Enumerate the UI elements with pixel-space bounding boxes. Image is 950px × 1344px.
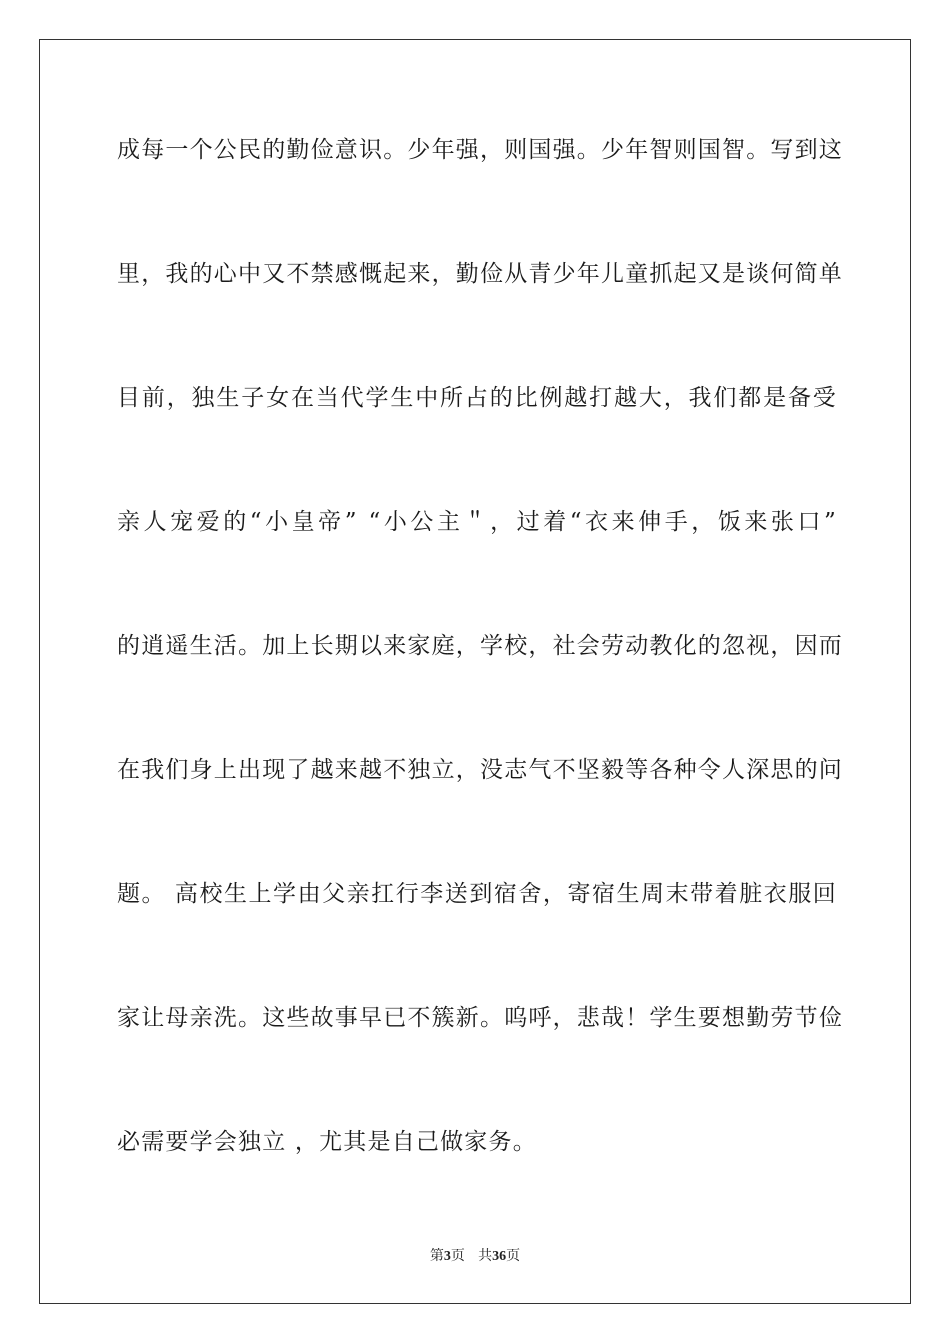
total-suffix: 页 <box>506 1248 521 1264</box>
page-footer <box>0 1246 950 1267</box>
text-line-7: 题。 高校生上学由父亲扛行李送到宿舍，寄宿生周末带着脏衣服回 <box>117 881 837 907</box>
text-line-3: 目前，独生子女在当代学生中所占的比例越打越大，我们都是备受 <box>117 385 837 411</box>
page-prefix: 第 <box>429 1248 444 1264</box>
page-number: 3 <box>443 1249 451 1264</box>
text-line-4: 亲人宠爱的“小皇帝” “小公主＂，过着“衣来伸手，饭来张口” <box>117 509 837 535</box>
total-prefix: 共 <box>478 1248 493 1264</box>
page-suffix: 页 <box>450 1248 465 1264</box>
document-body <box>117 130 843 1246</box>
total-pages: 36 <box>492 1249 507 1264</box>
text-line-1: 成每一个公民的勤俭意识。少年强，则国强。少年智则国智。写到这 <box>117 137 843 163</box>
text-line-6: 在我们身上出现了越来越不独立，没志气不坚毅等各种令人深思的问 <box>117 757 843 783</box>
text-line-8: 家让母亲洗。这些故事早已不簇新。呜呼，悲哉！学生要想勤劳节俭 <box>117 1005 843 1031</box>
text-line-5: 的逍遥生活。加上长期以来家庭，学校，社会劳动教化的忽视，因而 <box>117 633 843 659</box>
text-line-2: 里，我的心中又不禁感慨起来，勤俭从青少年儿童抓起又是谈何简单 <box>117 261 843 287</box>
text-line-9: 必需要学会独立 ，尤其是自己做家务。 <box>117 1129 537 1155</box>
